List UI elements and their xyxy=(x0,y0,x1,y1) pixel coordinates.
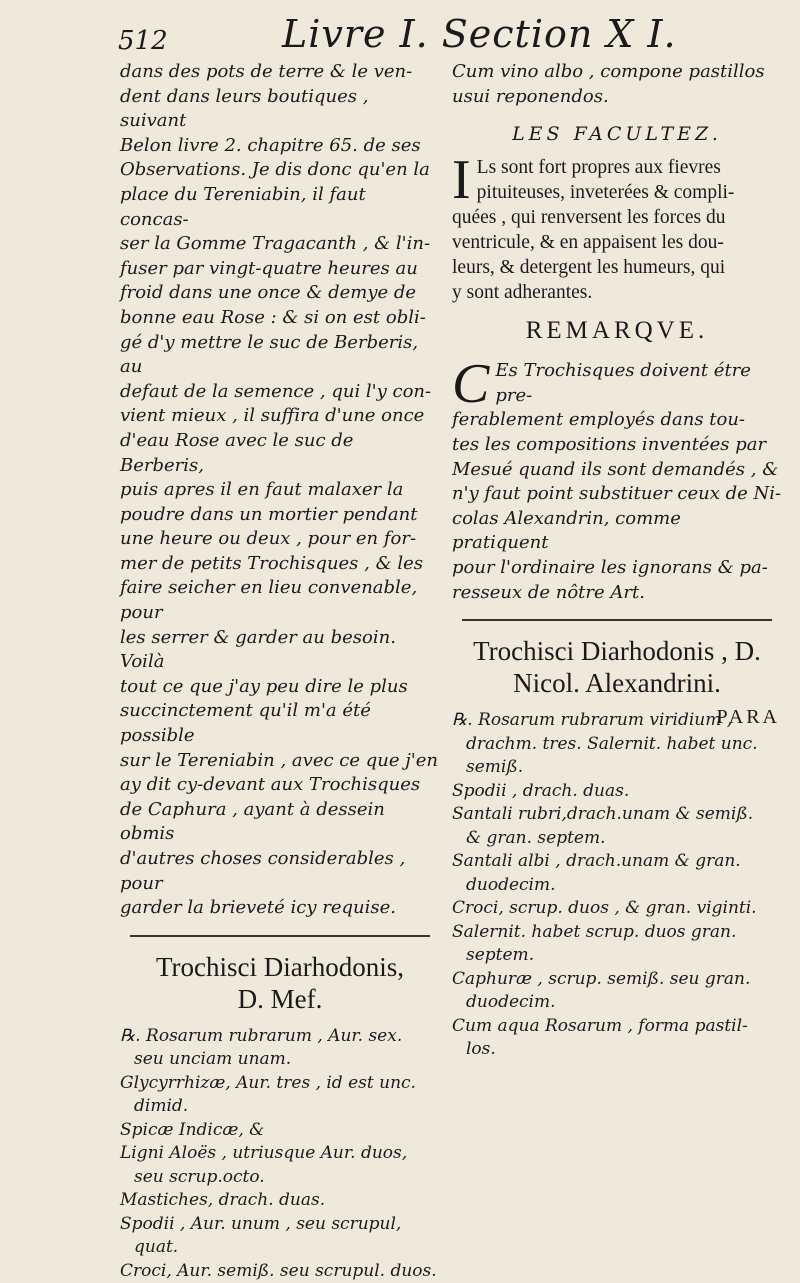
text-line: y sont adherantes. xyxy=(452,282,593,304)
text-line: faire seicher en lieu convenable, pour xyxy=(120,577,418,624)
recipe-item: Salernit. habet scrup. duos gran. septem. xyxy=(452,921,737,966)
text-line: Cum vino albo , compone pastillos xyxy=(452,61,765,82)
text-line: dent dans leurs boutiques , suivant xyxy=(120,85,369,132)
drop-cap: I xyxy=(452,149,471,212)
text-line: Es Trochisques doivent étre pre- xyxy=(495,360,751,406)
recipe-title-author: D. Mef. xyxy=(237,983,323,1014)
text-line: ventricule, & en appaisent les dou- xyxy=(452,232,724,254)
text-line: pituiteuses, inveterées & compli- xyxy=(476,182,735,204)
text-line: usui reponendos. xyxy=(452,85,609,107)
text-line: gé d'y mettre le suc de Berberis, au xyxy=(120,331,419,378)
text-line: resseux de nôtre Art. xyxy=(452,581,645,603)
text-line: mer de petits Trochisques , & les xyxy=(120,552,423,574)
text-line: tes les compositions inventées par xyxy=(452,433,767,455)
recipe-list xyxy=(452,709,782,1062)
recipe-item: Glycyrrhizæ, Aur. tres , id est unc. dimid. xyxy=(120,1072,416,1117)
recipe-list xyxy=(120,1025,440,1283)
recipe-title-line: Trochisci Diarhodonis, xyxy=(156,951,404,982)
text-line: les serrer & garder au besoin. Voilà xyxy=(120,626,396,673)
right-intro xyxy=(452,60,782,109)
text-line: defaut de la semence , qui l'y con- xyxy=(120,380,432,402)
page-number: 512 xyxy=(118,26,168,56)
text-line: Belon livre 2. chapitre 65. de ses xyxy=(120,134,421,156)
text-line: d'autres choses considerables , pour xyxy=(120,848,406,894)
recipe-item: Spodii , Aur. unum , seu scrupul, quat. xyxy=(120,1213,402,1258)
text-line: ser la Gomme Tragacanth , & l'in- xyxy=(120,233,431,255)
text-line: tout ce que j'ay peu dire le plus xyxy=(120,675,408,697)
text-line: froid dans une once & demye de xyxy=(120,282,417,304)
text-line: Observations. Je dis donc qu'en la xyxy=(120,159,430,181)
recipe-item: Santali rubri,drach.unam & semiß. & gran. septem. xyxy=(452,804,754,848)
recipe-item: Spodii , drach. duas. xyxy=(452,780,630,801)
text-line: bonne eau Rose : & si on est obli- xyxy=(120,306,426,328)
recipe-item: Caphuræ , scrup. semiß. seu gran. duodecim. xyxy=(452,968,751,1013)
section-divider xyxy=(130,935,430,937)
recipe-item: ℞. Rosarum rubrarum , Aur. sex. seu unciam unam. xyxy=(120,1025,403,1070)
faculte-text xyxy=(452,149,782,305)
remarque-heading: REMARQVE. xyxy=(525,317,709,345)
recipe-item: Mastiches, drach. duas. xyxy=(120,1190,326,1211)
text-line: leurs, & detergent les humeurs, qui xyxy=(452,257,726,279)
recipe-title xyxy=(452,635,782,699)
text-line: sur le Tereniabin , avec ce que j'en xyxy=(120,749,438,771)
text-line: garder la brieveté icy requise. xyxy=(120,897,397,919)
recipe-item: Ligni Aloës , utriusque Aur. duos, seu scrup.octo. xyxy=(120,1143,408,1187)
text-line: de Caphura , ayant à dessein obmis xyxy=(120,798,385,845)
section-divider xyxy=(462,619,772,621)
drop-cap: C xyxy=(452,353,490,416)
right-column xyxy=(452,60,782,1062)
recipe-item: ℞. Rosarum rubrarum viridium , drachm. tres. Salernit. habet unc. semiß. xyxy=(452,710,758,778)
left-column xyxy=(120,60,440,1283)
text-line: puis apres il en faut malaxer la xyxy=(120,479,404,501)
faculte-heading: LES FACULTEZ. xyxy=(512,123,722,146)
recipe-item: Croci, scrup. duos , & gran. viginti. xyxy=(452,898,757,919)
text-line: une heure ou deux , pour en for- xyxy=(120,528,417,550)
text-line: poudre dans un mortier pendant xyxy=(120,503,418,525)
text-line: Ls sont fort propres aux fievres xyxy=(476,157,721,179)
catchword: PARA xyxy=(716,706,780,728)
text-line: pour l'ordinaire les ignorans & pa- xyxy=(452,556,768,578)
text-line: dans des pots de terre & le ven- xyxy=(120,61,413,82)
recipe-title-line: Trochisci Diarhodonis , D. xyxy=(473,636,761,667)
text-line: n'y faut point substituer ceux de Ni- xyxy=(452,483,782,505)
text-line: ay dit cy-devant aux Trochisques xyxy=(120,774,421,796)
text-line: quées , qui renversent les forces du xyxy=(452,207,726,229)
text-line: ferablement employés dans tou- xyxy=(452,409,746,431)
recipe-item: Santali albi , drach.unam & gran. duodecim. xyxy=(452,851,741,895)
page-header xyxy=(0,8,800,60)
text-line: fuser par vingt-quatre heures au xyxy=(120,257,418,279)
recipe-item: Croci, Aur. semiß. seu scrupul. duos. xyxy=(120,1260,437,1281)
text-line: place du Tereniabin, il faut concas- xyxy=(120,183,366,230)
text-line: colas Alexandrin, comme pratiquent xyxy=(452,507,681,554)
text-line: succinctement qu'il m'a été possible xyxy=(120,700,371,747)
text-line: Mesué quand ils sont demandés , & xyxy=(452,458,779,480)
recipe-item: Spicæ Indicæ, & xyxy=(120,1119,265,1140)
recipe-title xyxy=(120,951,440,1015)
text-line: vient mieux , il suffira d'une once xyxy=(120,405,425,427)
left-paragraph xyxy=(120,60,440,921)
running-head: Livre I. Section X I. xyxy=(282,12,677,56)
text-line: d'eau Rose avec le suc de Berberis, xyxy=(120,429,354,476)
recipe-item: Cum aqua Rosarum , forma pastil- los. xyxy=(452,1015,748,1060)
remarque-text xyxy=(452,353,782,605)
recipe-title-author: Nicol. Alexandrini. xyxy=(513,668,721,699)
